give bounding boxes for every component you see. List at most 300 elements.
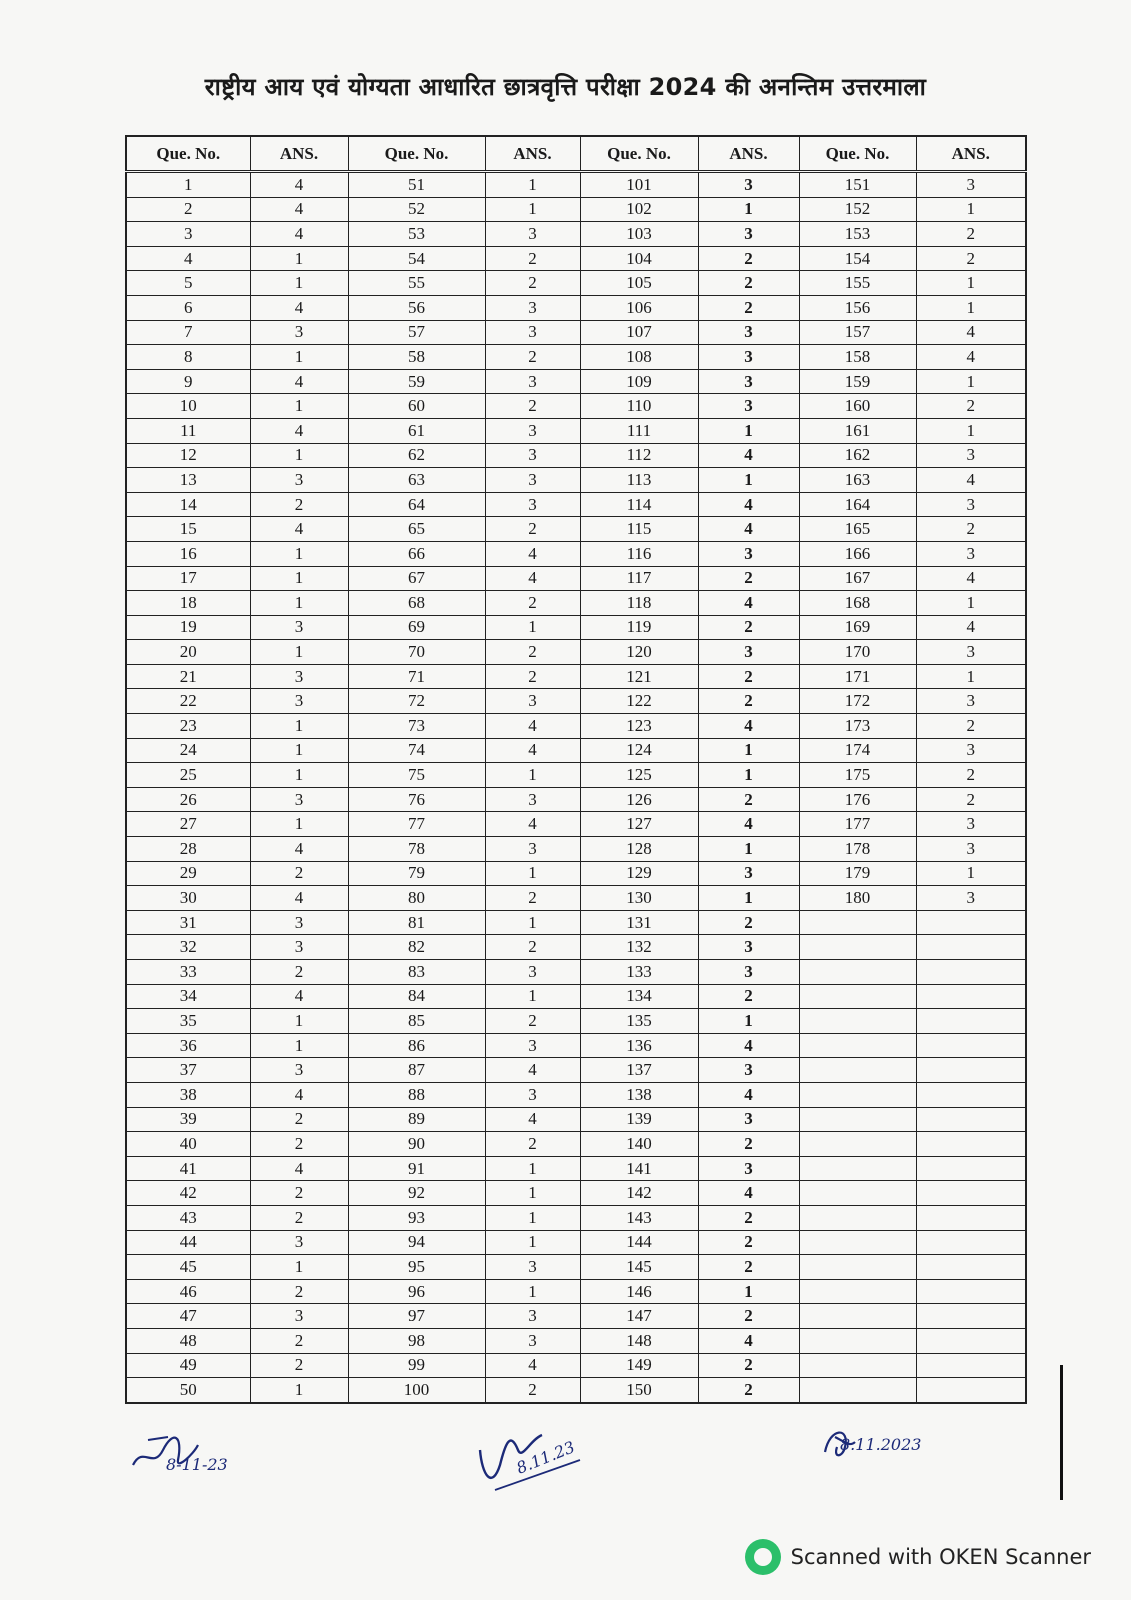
question-number-cell: 36 [126, 1033, 250, 1058]
table-row [126, 640, 1026, 665]
answer-cell: 3 [250, 910, 348, 935]
answer-cell: 4 [916, 468, 1026, 493]
question-number-cell: 124 [580, 738, 698, 763]
answer-cell: 2 [916, 394, 1026, 419]
answer-cell: 2 [916, 246, 1026, 271]
answer-cell: 3 [250, 1230, 348, 1255]
answer-cell: 4 [698, 812, 799, 837]
question-number-cell: 15 [126, 517, 250, 542]
table-row [126, 468, 1026, 493]
question-number-cell: 133 [580, 960, 698, 985]
answer-cell: 2 [916, 787, 1026, 812]
question-number-cell: 82 [348, 935, 485, 960]
table-row [126, 738, 1026, 763]
table-row [126, 861, 1026, 886]
answer-cell: 3 [250, 689, 348, 714]
table-row [126, 1255, 1026, 1280]
answer-cell: 3 [250, 664, 348, 689]
table-row [126, 1082, 1026, 1107]
answer-cell: 3 [698, 394, 799, 419]
question-number-cell: 77 [348, 812, 485, 837]
question-number-cell: 71 [348, 664, 485, 689]
answer-cell: 4 [250, 517, 348, 542]
column-header: ANS. [250, 136, 348, 172]
answer-cell: 2 [698, 689, 799, 714]
table-body [126, 172, 1026, 1403]
answer-cell: 2 [698, 787, 799, 812]
answer-cell: 2 [485, 246, 580, 271]
answer-cell: 4 [485, 541, 580, 566]
question-number-cell: 19 [126, 615, 250, 640]
question-number-cell: 149 [580, 1353, 698, 1378]
question-number-cell: 95 [348, 1255, 485, 1280]
answer-cell: 1 [250, 1009, 348, 1034]
answer-cell: 1 [485, 615, 580, 640]
question-number-cell: 168 [799, 591, 916, 616]
answer-cell: 3 [698, 861, 799, 886]
question-number-cell: 44 [126, 1230, 250, 1255]
answer-cell: 3 [485, 1255, 580, 1280]
answer-cell: 4 [485, 566, 580, 591]
answer-cell: 3 [698, 1156, 799, 1181]
table-row [126, 320, 1026, 345]
table-row [126, 1132, 1026, 1157]
answer-cell: 3 [485, 787, 580, 812]
question-number-cell: 50 [126, 1378, 250, 1403]
answer-cell [916, 1205, 1026, 1230]
question-number-cell: 180 [799, 886, 916, 911]
question-number-cell: 130 [580, 886, 698, 911]
answer-cell: 2 [250, 1353, 348, 1378]
answer-cell: 3 [916, 640, 1026, 665]
answer-cell: 4 [698, 443, 799, 468]
table-row [126, 1033, 1026, 1058]
question-number-cell: 20 [126, 640, 250, 665]
answer-cell: 1 [250, 345, 348, 370]
question-number-cell [799, 1328, 916, 1353]
answer-cell: 4 [250, 837, 348, 862]
question-number-cell: 94 [348, 1230, 485, 1255]
answer-cell: 1 [250, 246, 348, 271]
question-number-cell: 68 [348, 591, 485, 616]
question-number-cell: 138 [580, 1082, 698, 1107]
question-number-cell: 7 [126, 320, 250, 345]
question-number-cell: 163 [799, 468, 916, 493]
question-number-cell: 64 [348, 492, 485, 517]
question-number-cell: 23 [126, 714, 250, 739]
answer-cell: 4 [698, 1033, 799, 1058]
answer-cell: 2 [485, 1132, 580, 1157]
answer-cell: 4 [485, 812, 580, 837]
question-number-cell: 32 [126, 935, 250, 960]
column-header: Que. No. [580, 136, 698, 172]
answer-cell: 4 [250, 369, 348, 394]
question-number-cell [799, 1255, 916, 1280]
question-number-cell: 137 [580, 1058, 698, 1083]
question-number-cell: 78 [348, 837, 485, 862]
answer-cell: 2 [698, 1230, 799, 1255]
question-number-cell: 150 [580, 1378, 698, 1403]
answer-cell: 1 [485, 1181, 580, 1206]
answer-cell: 3 [916, 443, 1026, 468]
question-number-cell: 145 [580, 1255, 698, 1280]
question-number-cell: 74 [348, 738, 485, 763]
table-row [126, 492, 1026, 517]
answer-cell: 3 [916, 492, 1026, 517]
answer-cell: 4 [916, 566, 1026, 591]
question-number-cell: 105 [580, 271, 698, 296]
question-number-cell: 148 [580, 1328, 698, 1353]
question-number-cell: 142 [580, 1181, 698, 1206]
table-row [126, 591, 1026, 616]
table-row [126, 566, 1026, 591]
table-row [126, 369, 1026, 394]
answer-cell [916, 1033, 1026, 1058]
answer-cell: 2 [698, 271, 799, 296]
question-number-cell: 31 [126, 910, 250, 935]
answer-cell: 1 [916, 369, 1026, 394]
question-number-cell: 125 [580, 763, 698, 788]
answer-cell: 1 [698, 1279, 799, 1304]
answer-cell [916, 1328, 1026, 1353]
answer-cell: 2 [485, 1378, 580, 1403]
question-number-cell: 119 [580, 615, 698, 640]
table-row [126, 960, 1026, 985]
question-number-cell: 146 [580, 1279, 698, 1304]
question-number-cell: 164 [799, 492, 916, 517]
question-number-cell [799, 935, 916, 960]
table-row [126, 443, 1026, 468]
answer-cell: 3 [916, 738, 1026, 763]
table-row [126, 984, 1026, 1009]
answer-cell [916, 1107, 1026, 1132]
answer-cell: 2 [485, 517, 580, 542]
question-number-cell: 156 [799, 295, 916, 320]
answer-cell: 3 [698, 935, 799, 960]
question-number-cell: 34 [126, 984, 250, 1009]
answer-cell: 4 [250, 172, 348, 198]
answer-cell: 3 [916, 689, 1026, 714]
table-row [126, 1107, 1026, 1132]
table-row [126, 689, 1026, 714]
answer-cell: 2 [485, 886, 580, 911]
answer-cell: 3 [698, 345, 799, 370]
question-number-cell: 4 [126, 246, 250, 271]
question-number-cell: 33 [126, 960, 250, 985]
answer-cell: 1 [698, 837, 799, 862]
answer-cell: 3 [485, 418, 580, 443]
answer-cell: 1 [250, 271, 348, 296]
table-row [126, 394, 1026, 419]
answer-cell: 2 [485, 271, 580, 296]
question-number-cell: 102 [580, 197, 698, 222]
answer-cell: 1 [698, 738, 799, 763]
answer-cell: 2 [698, 615, 799, 640]
table-row [126, 418, 1026, 443]
question-number-cell: 155 [799, 271, 916, 296]
answer-cell [916, 1279, 1026, 1304]
question-number-cell: 43 [126, 1205, 250, 1230]
question-number-cell: 18 [126, 591, 250, 616]
answer-cell: 1 [250, 763, 348, 788]
question-number-cell: 83 [348, 960, 485, 985]
answer-cell: 2 [698, 566, 799, 591]
answer-cell: 2 [485, 664, 580, 689]
question-number-cell: 93 [348, 1205, 485, 1230]
question-number-cell: 40 [126, 1132, 250, 1157]
question-number-cell: 136 [580, 1033, 698, 1058]
answer-cell: 1 [485, 910, 580, 935]
table-row [126, 345, 1026, 370]
answer-cell: 2 [698, 1353, 799, 1378]
question-number-cell: 172 [799, 689, 916, 714]
question-number-cell: 57 [348, 320, 485, 345]
question-number-cell: 116 [580, 541, 698, 566]
question-number-cell: 108 [580, 345, 698, 370]
answer-cell: 1 [250, 443, 348, 468]
question-number-cell: 141 [580, 1156, 698, 1181]
answer-cell: 1 [250, 738, 348, 763]
table-row [126, 787, 1026, 812]
question-number-cell: 47 [126, 1304, 250, 1329]
column-header: Que. No. [348, 136, 485, 172]
answer-cell: 3 [916, 812, 1026, 837]
answer-cell: 4 [250, 197, 348, 222]
question-number-cell: 35 [126, 1009, 250, 1034]
question-number-cell: 14 [126, 492, 250, 517]
table-row [126, 615, 1026, 640]
question-number-cell [799, 1304, 916, 1329]
answer-cell: 2 [485, 345, 580, 370]
answer-cell: 2 [250, 1328, 348, 1353]
question-number-cell [799, 1353, 916, 1378]
answer-cell: 4 [916, 320, 1026, 345]
answer-cell: 3 [485, 960, 580, 985]
question-number-cell: 139 [580, 1107, 698, 1132]
answer-cell: 2 [698, 1304, 799, 1329]
answer-cell: 2 [698, 984, 799, 1009]
question-number-cell [799, 960, 916, 985]
answer-cell: 3 [698, 369, 799, 394]
question-number-cell: 160 [799, 394, 916, 419]
answer-cell: 3 [485, 295, 580, 320]
question-number-cell: 22 [126, 689, 250, 714]
answer-cell: 1 [485, 1279, 580, 1304]
answer-cell: 3 [485, 837, 580, 862]
question-number-cell: 39 [126, 1107, 250, 1132]
question-number-cell: 98 [348, 1328, 485, 1353]
question-number-cell: 27 [126, 812, 250, 837]
answer-cell: 3 [698, 172, 799, 198]
answer-cell: 2 [916, 714, 1026, 739]
question-number-cell: 104 [580, 246, 698, 271]
answer-cell: 2 [485, 640, 580, 665]
answer-cell: 1 [698, 418, 799, 443]
question-number-cell: 110 [580, 394, 698, 419]
question-number-cell: 41 [126, 1156, 250, 1181]
column-header: ANS. [485, 136, 580, 172]
answer-cell [916, 1156, 1026, 1181]
answer-cell: 3 [250, 1058, 348, 1083]
question-number-cell: 165 [799, 517, 916, 542]
question-number-cell: 56 [348, 295, 485, 320]
answer-cell [916, 935, 1026, 960]
answer-cell: 1 [250, 566, 348, 591]
question-number-cell: 166 [799, 541, 916, 566]
answer-cell: 3 [485, 1033, 580, 1058]
answer-cell [916, 1181, 1026, 1206]
table-row [126, 812, 1026, 837]
question-number-cell: 103 [580, 222, 698, 247]
question-number-cell: 66 [348, 541, 485, 566]
question-number-cell: 152 [799, 197, 916, 222]
signature-area [0, 1425, 1131, 1515]
answer-cell: 4 [485, 738, 580, 763]
question-number-cell: 151 [799, 172, 916, 198]
question-number-cell: 6 [126, 295, 250, 320]
answer-cell: 1 [250, 1378, 348, 1403]
answer-cell: 2 [250, 861, 348, 886]
question-number-cell: 171 [799, 664, 916, 689]
answer-cell [916, 1230, 1026, 1255]
answer-cell: 3 [485, 320, 580, 345]
answer-cell: 2 [916, 222, 1026, 247]
question-number-cell: 107 [580, 320, 698, 345]
scanner-watermark [745, 1539, 1091, 1575]
table-row [126, 1156, 1026, 1181]
question-number-cell: 120 [580, 640, 698, 665]
answer-cell: 3 [250, 468, 348, 493]
answer-cell: 4 [698, 591, 799, 616]
question-number-cell: 159 [799, 369, 916, 394]
answer-cell: 3 [250, 787, 348, 812]
answer-cell: 1 [916, 197, 1026, 222]
answer-cell: 2 [698, 1132, 799, 1157]
question-number-cell [799, 1058, 916, 1083]
question-number-cell: 143 [580, 1205, 698, 1230]
answer-cell: 1 [698, 763, 799, 788]
question-number-cell: 91 [348, 1156, 485, 1181]
question-number-cell: 13 [126, 468, 250, 493]
answer-cell: 1 [250, 1033, 348, 1058]
question-number-cell: 144 [580, 1230, 698, 1255]
answer-cell: 1 [916, 418, 1026, 443]
question-number-cell [799, 1279, 916, 1304]
answer-cell: 2 [485, 1009, 580, 1034]
answer-cell: 1 [698, 468, 799, 493]
table-row [126, 541, 1026, 566]
answer-cell [916, 1058, 1026, 1083]
table-row [126, 763, 1026, 788]
answer-cell: 4 [698, 714, 799, 739]
answer-cell: 4 [250, 1156, 348, 1181]
answer-cell: 3 [698, 1107, 799, 1132]
answer-cell: 3 [250, 615, 348, 640]
question-number-cell: 49 [126, 1353, 250, 1378]
answer-cell: 1 [250, 714, 348, 739]
answer-cell: 1 [698, 1009, 799, 1034]
answer-cell: 1 [250, 640, 348, 665]
question-number-cell: 127 [580, 812, 698, 837]
table-row [126, 886, 1026, 911]
question-number-cell: 154 [799, 246, 916, 271]
answer-cell: 3 [698, 1058, 799, 1083]
answer-cell: 1 [250, 541, 348, 566]
answer-cell: 2 [698, 910, 799, 935]
answer-cell: 4 [485, 1107, 580, 1132]
question-number-cell: 179 [799, 861, 916, 886]
answer-cell: 2 [250, 960, 348, 985]
question-number-cell: 12 [126, 443, 250, 468]
answer-cell: 4 [916, 615, 1026, 640]
question-number-cell: 140 [580, 1132, 698, 1157]
answer-cell: 1 [485, 172, 580, 198]
answer-cell: 2 [250, 1205, 348, 1230]
table-row [126, 246, 1026, 271]
question-number-cell: 69 [348, 615, 485, 640]
question-number-cell [799, 1082, 916, 1107]
answer-cell: 1 [485, 763, 580, 788]
table-row [126, 197, 1026, 222]
answer-cell: 3 [485, 1304, 580, 1329]
question-number-cell: 51 [348, 172, 485, 198]
page-title: राष्ट्रीय आय एवं योग्यता आधारित छात्रवृत्ति परीक्षा 2024 की अनन्तिम उत्तरमाला [204, 73, 927, 101]
question-number-cell: 147 [580, 1304, 698, 1329]
question-number-cell: 25 [126, 763, 250, 788]
question-number-cell: 5 [126, 271, 250, 296]
answer-cell: 4 [698, 1328, 799, 1353]
question-number-cell: 132 [580, 935, 698, 960]
answer-cell: 4 [250, 418, 348, 443]
question-number-cell: 29 [126, 861, 250, 886]
question-number-cell: 129 [580, 861, 698, 886]
signature-date: 8-11-23 [166, 1455, 228, 1474]
question-number-cell: 122 [580, 689, 698, 714]
question-number-cell [799, 1107, 916, 1132]
question-number-cell: 53 [348, 222, 485, 247]
answer-cell: 2 [250, 1132, 348, 1157]
answer-cell [916, 1255, 1026, 1280]
column-header: Que. No. [799, 136, 916, 172]
answer-cell: 4 [485, 714, 580, 739]
question-number-cell: 175 [799, 763, 916, 788]
signature-2 [470, 1420, 600, 1500]
question-number-cell: 161 [799, 418, 916, 443]
answer-cell: 3 [485, 1082, 580, 1107]
table-row [126, 1058, 1026, 1083]
question-number-cell: 88 [348, 1082, 485, 1107]
question-number-cell: 153 [799, 222, 916, 247]
question-number-cell: 75 [348, 763, 485, 788]
question-number-cell [799, 1181, 916, 1206]
table-row [126, 1279, 1026, 1304]
question-number-cell: 97 [348, 1304, 485, 1329]
question-number-cell: 162 [799, 443, 916, 468]
question-number-cell [799, 1205, 916, 1230]
question-number-cell: 63 [348, 468, 485, 493]
table-row [126, 1328, 1026, 1353]
scanner-label: Scanned with OKEN Scanner [790, 1545, 1091, 1569]
question-number-cell: 21 [126, 664, 250, 689]
question-number-cell: 67 [348, 566, 485, 591]
question-number-cell: 106 [580, 295, 698, 320]
answer-cell: 4 [250, 984, 348, 1009]
answer-cell [916, 1009, 1026, 1034]
answer-cell: 1 [485, 1156, 580, 1181]
table-row [126, 222, 1026, 247]
answer-cell: 4 [250, 295, 348, 320]
answer-cell: 3 [916, 541, 1026, 566]
